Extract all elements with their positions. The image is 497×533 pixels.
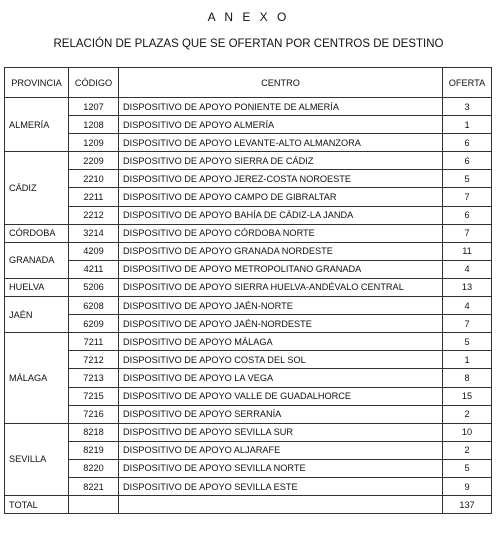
oferta-cell: 8: [443, 369, 492, 387]
provincia-cell: CÓRDOBA: [5, 224, 69, 242]
oferta-cell: 5: [443, 333, 492, 351]
document-subtitle: RELACIÓN DE PLAZAS QUE SE OFERTAN POR CENTROS DE DESTINO: [53, 38, 444, 50]
oferta-cell: 6: [443, 206, 492, 224]
oferta-cell: 15: [443, 387, 492, 405]
oferta-cell: 5: [443, 170, 492, 188]
centro-cell: DISPOSITIVO DE APOYO LA VEGA: [119, 369, 443, 387]
centro-cell: DISPOSITIVO DE APOYO SEVILLA ESTE: [119, 477, 443, 495]
codigo-cell: 8219: [69, 441, 119, 459]
table-row: [5, 152, 492, 170]
codigo-cell: 2211: [69, 188, 119, 206]
header-provincia: PROVINCIA: [5, 68, 69, 98]
table-row: [5, 134, 492, 152]
codigo-cell: 5206: [69, 278, 119, 296]
oferta-cell: 6: [443, 152, 492, 170]
table-row: [5, 260, 492, 278]
centro-cell: DISPOSITIVO DE APOYO PONIENTE DE ALMERÍA: [119, 98, 443, 116]
codigo-cell: 8220: [69, 459, 119, 477]
codigo-cell: 7212: [69, 351, 119, 369]
oferta-cell: 5: [443, 459, 492, 477]
plazas-table: [4, 67, 492, 514]
table-row: [5, 459, 492, 477]
oferta-cell: 7: [443, 315, 492, 333]
centro-cell: DISPOSITIVO DE APOYO CÓRDOBA NORTE: [119, 224, 443, 242]
centro-cell: DISPOSITIVO DE APOYO GRANADA NORDESTE: [119, 242, 443, 260]
codigo-cell: 7215: [69, 387, 119, 405]
table-row: [5, 188, 492, 206]
table-row: [5, 333, 492, 351]
header-codigo: CÓDIGO: [69, 68, 119, 98]
codigo-cell: 8218: [69, 423, 119, 441]
table-row: [5, 423, 492, 441]
oferta-cell: 3: [443, 98, 492, 116]
codigo-cell: 4211: [69, 260, 119, 278]
codigo-cell: 1207: [69, 98, 119, 116]
centro-cell: DISPOSITIVO DE APOYO JEREZ-COSTA NOROESTE: [119, 170, 443, 188]
centro-cell: DISPOSITIVO DE APOYO BAHÍA DE CÁDIZ-LA JANDA: [119, 206, 443, 224]
centro-cell: DISPOSITIVO DE APOYO JAÉN-NORDESTE: [119, 315, 443, 333]
codigo-cell: 4209: [69, 242, 119, 260]
codigo-cell: 2210: [69, 170, 119, 188]
centro-cell: DISPOSITIVO DE APOYO SERRANÍA: [119, 405, 443, 423]
oferta-cell: 4: [443, 297, 492, 315]
codigo-cell: 1208: [69, 116, 119, 134]
document-heading: A N E X O: [207, 10, 290, 24]
provincia-cell: HUELVA: [5, 278, 69, 296]
table-body: [5, 98, 492, 514]
total-row: [5, 496, 492, 514]
table-row: [5, 170, 492, 188]
oferta-cell: 2: [443, 441, 492, 459]
header-row: [5, 68, 492, 98]
codigo-cell: 2212: [69, 206, 119, 224]
oferta-cell: 10: [443, 423, 492, 441]
header-centro: CENTRO: [119, 68, 443, 98]
table-header: [5, 68, 492, 98]
table-row: [5, 278, 492, 296]
codigo-cell: 3214: [69, 224, 119, 242]
centro-cell: DISPOSITIVO DE APOYO CAMPO DE GIBRALTAR: [119, 188, 443, 206]
empty-cell: [69, 496, 119, 514]
provincia-cell: CÁDIZ: [5, 152, 69, 224]
table-row: [5, 477, 492, 495]
oferta-cell: 7: [443, 224, 492, 242]
table-row: [5, 441, 492, 459]
table-row: [5, 224, 492, 242]
centro-cell: DISPOSITIVO DE APOYO METROPOLITANO GRANADA: [119, 260, 443, 278]
table-row: [5, 206, 492, 224]
centro-cell: DISPOSITIVO DE APOYO LEVANTE-ALTO ALMANZORA: [119, 134, 443, 152]
centro-cell: DISPOSITIVO DE APOYO ALJARAFE: [119, 441, 443, 459]
centro-cell: DISPOSITIVO DE APOYO ALMERÍA: [119, 116, 443, 134]
table-row: [5, 242, 492, 260]
provincia-cell: SEVILLA: [5, 423, 69, 495]
provincia-cell: ALMERÍA: [5, 98, 69, 152]
total-label: TOTAL: [5, 496, 69, 514]
codigo-cell: 6209: [69, 315, 119, 333]
table-row: [5, 369, 492, 387]
centro-cell: DISPOSITIVO DE APOYO VALLE DE GUADALHORCE: [119, 387, 443, 405]
oferta-cell: 1: [443, 116, 492, 134]
oferta-cell: 1: [443, 351, 492, 369]
provincia-cell: GRANADA: [5, 242, 69, 278]
centro-cell: DISPOSITIVO DE APOYO SEVILLA SUR: [119, 423, 443, 441]
table-row: [5, 116, 492, 134]
oferta-cell: 13: [443, 278, 492, 296]
table-row: [5, 315, 492, 333]
codigo-cell: 1209: [69, 134, 119, 152]
oferta-cell: 7: [443, 188, 492, 206]
empty-cell: [119, 496, 443, 514]
provincia-cell: MÁLAGA: [5, 333, 69, 423]
codigo-cell: 7213: [69, 369, 119, 387]
total-oferta: 137: [443, 496, 492, 514]
centro-cell: DISPOSITIVO DE APOYO SIERRA DE CÁDIZ: [119, 152, 443, 170]
table-row: [5, 351, 492, 369]
centro-cell: DISPOSITIVO DE APOYO SIERRA HUELVA-ANDÉVALO CENTRAL: [119, 278, 443, 296]
codigo-cell: 6208: [69, 297, 119, 315]
codigo-cell: 8221: [69, 477, 119, 495]
centro-cell: DISPOSITIVO DE APOYO COSTA DEL SOL: [119, 351, 443, 369]
oferta-cell: 4: [443, 260, 492, 278]
header-oferta: OFERTA: [443, 68, 492, 98]
table-row: [5, 98, 492, 116]
codigo-cell: 7216: [69, 405, 119, 423]
centro-cell: DISPOSITIVO DE APOYO MÁLAGA: [119, 333, 443, 351]
provincia-cell: JAÉN: [5, 297, 69, 333]
table-row: [5, 387, 492, 405]
centro-cell: DISPOSITIVO DE APOYO SEVILLA NORTE: [119, 459, 443, 477]
oferta-cell: 6: [443, 134, 492, 152]
oferta-cell: 11: [443, 242, 492, 260]
table-row: [5, 405, 492, 423]
codigo-cell: 7211: [69, 333, 119, 351]
oferta-cell: 9: [443, 477, 492, 495]
codigo-cell: 2209: [69, 152, 119, 170]
oferta-cell: 2: [443, 405, 492, 423]
centro-cell: DISPOSITIVO DE APOYO JAÉN-NORTE: [119, 297, 443, 315]
table-row: [5, 297, 492, 315]
